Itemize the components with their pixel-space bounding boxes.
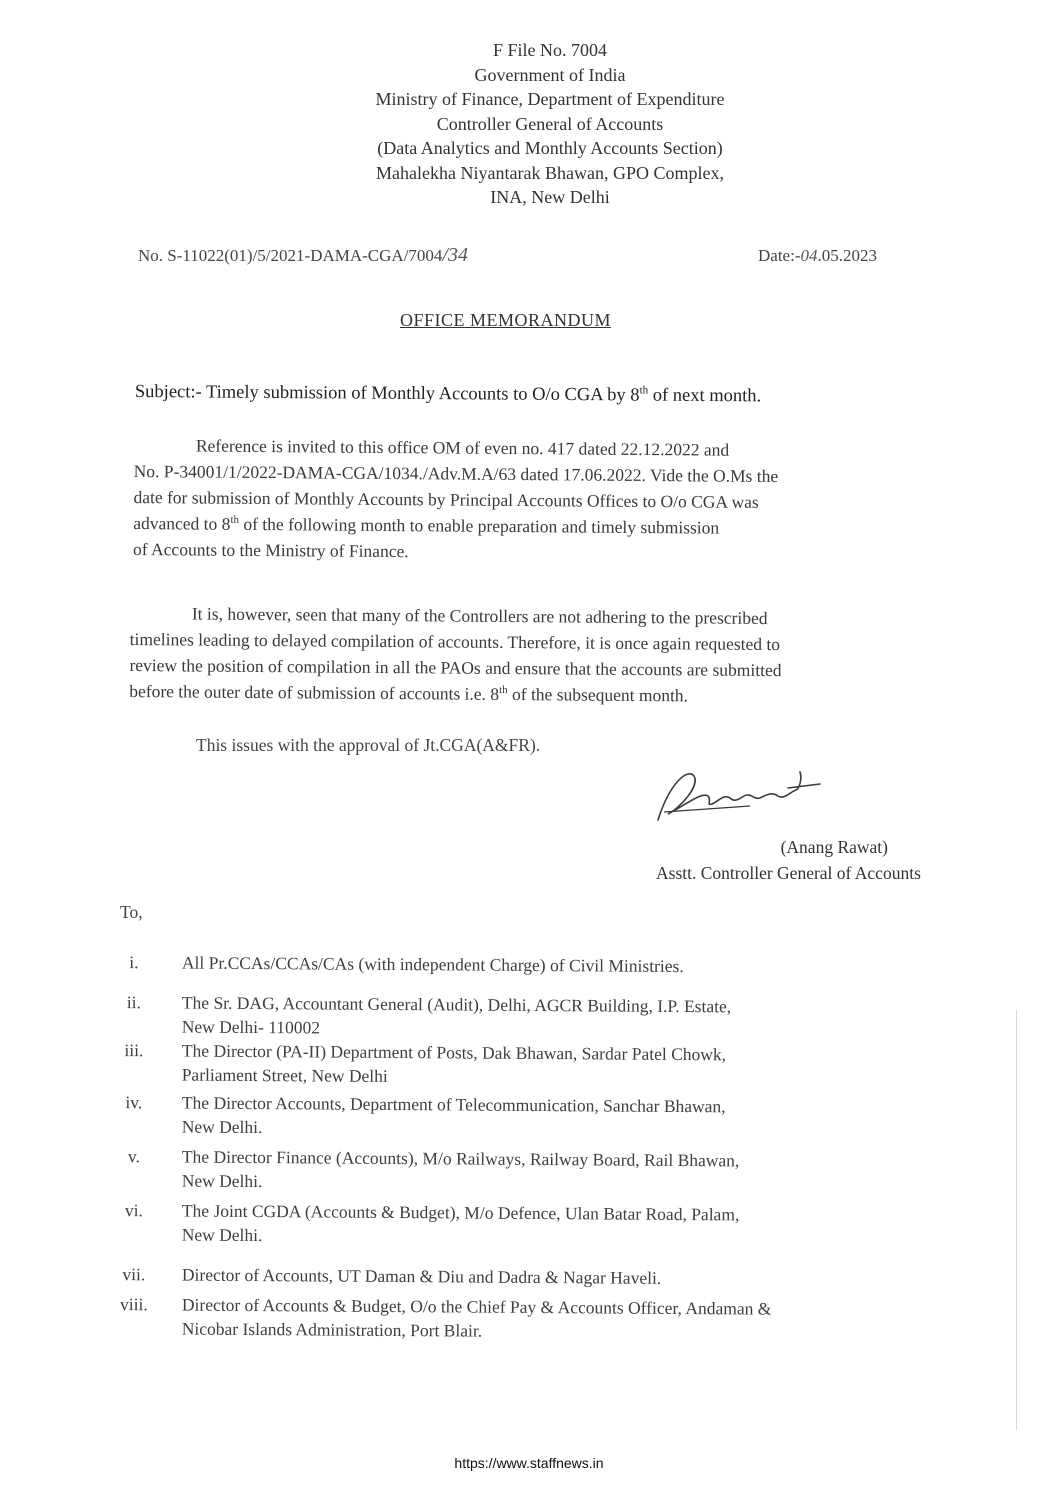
recipient-text [182, 991, 902, 1044]
para-sup: th [230, 513, 240, 526]
para-line: It is, however, seen that many of the Controllers are not adhering to the prescribed [191, 603, 768, 629]
recipient-item [108, 950, 918, 977]
recipient-line: New Delhi. [181, 1170, 263, 1192]
para-line: No. P-34001/1/2022-DAMA-CGA/1034./Adv.M.A/63 dated 17.06.2022. Vide the O.Ms the [133, 460, 779, 487]
para-sup: th [499, 684, 508, 697]
reference-number-printed: No. S-11022(01)/5/2021-DAMA-CGA/7004 [138, 246, 443, 265]
para-text: of the subsequent month. [507, 683, 689, 706]
signatory-block [656, 834, 921, 886]
signatory-name: (Anang Rawat) [780, 837, 888, 857]
scan-artifact-line [1016, 1010, 1017, 1430]
approval-note: This issues with the approval of Jt.CGA(A&FR). [196, 735, 541, 755]
recipient-line: The Director Finance (Accounts), M/o Railways, Railway Board, Rail Bhawan, [181, 1146, 740, 1171]
para-line: date for submission of Monthly Accounts by Principal Accounts Offices to O/o CGA was [133, 486, 759, 512]
recipient-number: i. [129, 952, 139, 973]
letterhead-line: (Data Analytics and Monthly Accounts Section) [377, 138, 723, 158]
recipient-line: Director of Accounts, UT Daman & Diu and Dadra & Nagar Haveli. [181, 1264, 662, 1288]
subject-text: Subject:- Timely submission of Monthly Accounts to O/o CGA by 8 [134, 382, 640, 406]
letterhead-line: Mahalekha Niyantarak Bhawan, GPO Complex, [376, 162, 724, 183]
paragraph-2 [129, 600, 905, 710]
reference-number-handwritten: /34 [442, 244, 468, 266]
recipient-line: New Delhi. [181, 1116, 263, 1138]
paragraph-1 [133, 432, 909, 568]
recipient-number: iii. [124, 1040, 144, 1061]
para-text: of the following month to enable preparation and timely submission [238, 513, 720, 538]
recipient-item [108, 1262, 918, 1288]
recipient-item [108, 1198, 918, 1246]
para-line: Reference is invited to this office OM of even no. 417 dated 22.12.2022 and [195, 435, 730, 460]
subject-text-end: of next month. [648, 385, 762, 407]
recipient-item [108, 1144, 918, 1192]
recipient-line: The Director (PA-II) Department of Posts, Dak Bhawan, Sardar Patel Chowk, [181, 1040, 727, 1065]
recipient-item [108, 990, 918, 1038]
letterhead-line: Controller General of Accounts [436, 113, 664, 134]
recipient-text [182, 1039, 902, 1092]
letterhead-line: Government of India [474, 64, 626, 85]
recipient-line: All Pr.CCAs/CCAs/CAs (with independent Charge) of Civil Ministries. [181, 952, 684, 977]
para-line: of Accounts to the Ministry of Finance. [133, 538, 409, 562]
para-text: before the outer date of submission of accounts i.e. 8 [129, 680, 500, 704]
recipient-line: Parliament Street, New Delhi [181, 1064, 388, 1086]
file-number: F File No. 7004 [492, 40, 607, 60]
recipient-number: ii. [126, 992, 142, 1013]
recipient-number: viii. [119, 1294, 148, 1315]
recipient-line: Director of Accounts & Budget, O/o the Chief Pay & Accounts Officer, Andaman & [181, 1294, 772, 1319]
recipient-number: vii. [122, 1264, 146, 1285]
letterhead [250, 38, 850, 210]
recipient-text [182, 1145, 902, 1198]
para-line: timelines leading to delayed compilation of accounts. Therefore, it is once again requested to [129, 628, 781, 655]
memo-date [758, 246, 877, 266]
recipient-text [182, 1199, 902, 1252]
letterhead-line: INA, New Delhi [490, 187, 610, 207]
signature-image [650, 762, 830, 832]
date-handwritten: 04 [800, 246, 818, 265]
recipient-text [182, 1091, 902, 1144]
subject-sup: th [639, 384, 649, 397]
recipient-number: iv. [125, 1092, 143, 1113]
to-label: To, [120, 902, 143, 922]
recipient-text [182, 1263, 902, 1292]
recipient-line: The Sr. DAG, Accountant General (Audit), Delhi, AGCR Building, I.P. Estate, [181, 992, 732, 1017]
footer-url: https://www.staffnews.in [454, 1455, 604, 1471]
letterhead-line: Ministry of Finance, Department of Expenditure [375, 89, 725, 109]
subject-line [135, 382, 895, 408]
para-text: advanced to 8 [133, 512, 231, 534]
date-label: Date:- [758, 246, 801, 265]
recipient-text [182, 1293, 902, 1346]
memo-title: OFFICE MEMORANDUM [400, 310, 612, 330]
recipient-line: New Delhi. [181, 1224, 263, 1246]
recipient-line: New Delhi- 110002 [181, 1016, 321, 1038]
recipient-line: Nicobar Islands Administration, Port Blair. [181, 1318, 483, 1341]
para-line: review the position of compilation in all the PAOs and ensure that the accounts are submitted [129, 654, 782, 681]
para-line [129, 678, 904, 710]
signatory-designation: Asstt. Controller General of Accounts [656, 863, 921, 883]
reference-number [138, 244, 468, 267]
recipient-item [108, 1292, 918, 1341]
recipient-line: The Joint CGDA (Accounts & Budget), M/o Defence, Ulan Batar Road, Palam, [181, 1200, 740, 1225]
recipient-number: v. [127, 1146, 140, 1167]
date-printed: .05.2023 [817, 246, 877, 265]
recipient-line: The Director Accounts, Department of Telecommunication, Sanchar Bhawan, [181, 1092, 726, 1117]
recipient-text [182, 951, 902, 980]
recipient-item [108, 1090, 918, 1138]
recipient-number: vi. [124, 1200, 143, 1221]
